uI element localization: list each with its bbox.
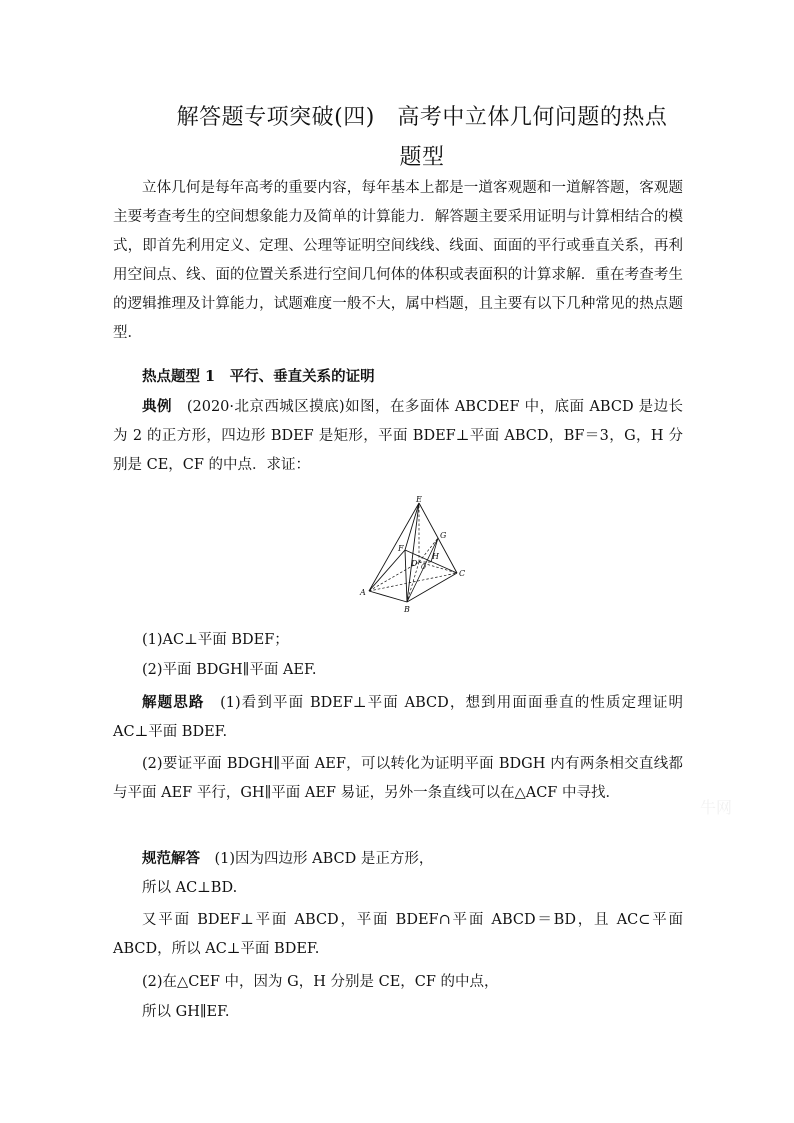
title-line-1: 解答题专项突破(四) 高考中立体几何问题的热点 <box>176 105 668 130</box>
label-D: D <box>411 559 418 568</box>
approach-label: 解题思路 <box>142 694 205 711</box>
title-line-2: 题型 <box>399 145 445 170</box>
label-B: B <box>404 605 410 614</box>
solution-line-2: 所以 AC⊥BD. <box>142 880 238 896</box>
solution-paragraph-1 <box>113 844 683 874</box>
solution-paragraph-3: 又平面 BDEF⊥平面 ABCD，平面 BDEF∩平面 ABCD＝BD，且 AC⊂平面 ABCD，所以 AC⊥平面 BDEF. <box>113 912 683 957</box>
label-A: A <box>360 588 366 597</box>
label-G: G <box>440 531 447 540</box>
question-1: (1)AC⊥平面 BDEF； <box>142 632 289 648</box>
intro-paragraph: 立体几何是每年高考的重要内容，每年基本上都是一道客观题和一道解答题，客观题主要考查考生的空间想象能力及简单的计算能力．解答题主要采用证明与计算相结合的模式，即首先利用定义、定理、公理等证明空间线线、线面、面面的平行或垂直关系，再利用空间点、线、面的位置关系进行空间几何体的体积或表面积的计算求解．重在考查考生的逻辑推理及计算能力，试题难度一般不大，属中档题，且主要有以下几种常见的热点题型． <box>113 180 683 341</box>
example-label: 典例 <box>142 398 172 415</box>
watermark: 牛网 <box>700 798 733 817</box>
solution-text-1: (1)因为四边形 ABCD 是正方形， <box>214 851 434 867</box>
label-C: C <box>459 569 466 578</box>
question-2: (2)平面 BDGH∥平面 AEF. <box>142 662 317 678</box>
label-O: O <box>421 564 426 571</box>
label-F: F <box>398 544 404 553</box>
approach-text-1: (1)看到平面 BDEF⊥平面 ABCD，想到用面面垂直的性质定理证明 AC⊥平面 BDEF. <box>113 695 684 740</box>
page-title <box>110 98 734 178</box>
approach-paragraph-2: (2)要证平面 BDGH∥平面 AEF，可以转化为证明平面 BDGH 内有两条相交直线都与平面 AEF 平行，GH∥平面 AEF 易证，另外一条直线可以在△ACF 中寻找． <box>113 756 683 801</box>
solution-line-4: (2)在△CEF 中，因为 G，H 分别是 CE，CF 的中点， <box>142 974 499 990</box>
section-heading: 热点题型 1 平行、垂直关系的证明 <box>142 368 375 385</box>
example-paragraph <box>113 392 683 480</box>
solution-label: 规范解答 <box>142 850 200 867</box>
solution-line-5: 所以 GH∥EF. <box>142 1004 230 1020</box>
polyhedron-figure <box>355 494 475 616</box>
label-E: E <box>416 495 422 504</box>
label-H: H <box>432 552 439 561</box>
example-text: (2020·北京西城区摸底)如图，在多面体 ABCDEF 中，底面 ABCD 是边长为 2 的正方形，四边形 BDEF 是矩形，平面 BDEF⊥平面 ABCD，BF＝3，G，H 分别是 CE，CF 的中点．求证： <box>113 399 684 473</box>
approach-paragraph-1 <box>113 688 683 747</box>
